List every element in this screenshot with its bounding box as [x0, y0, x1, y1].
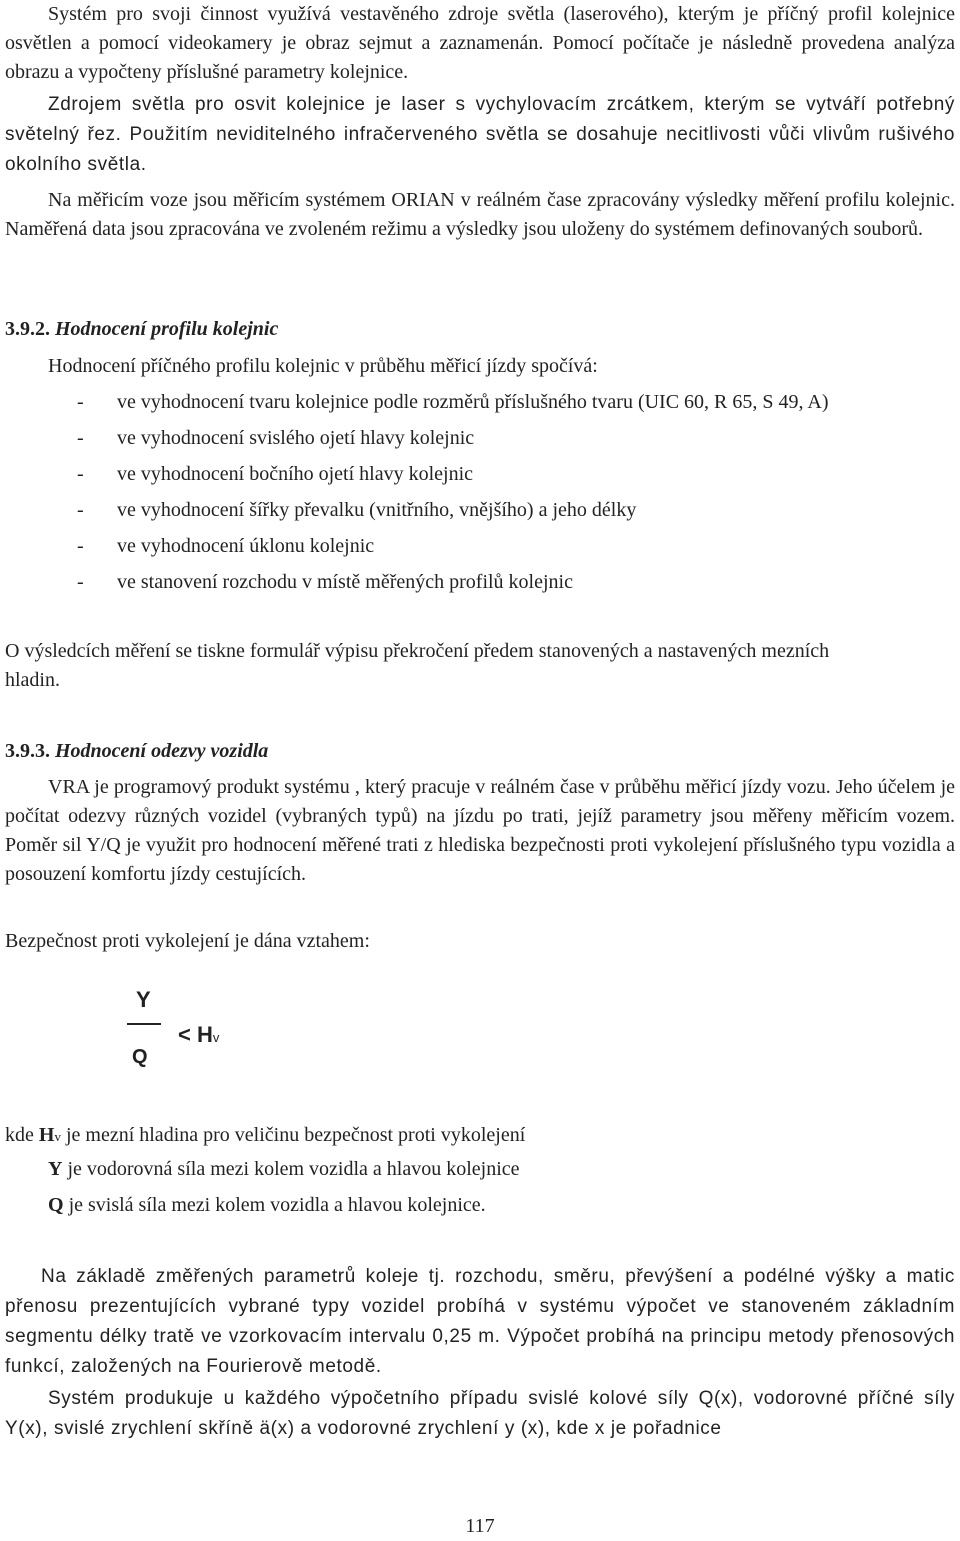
- list-item: - ve vyhodnocení tvaru kolejnice podle rozměrů příslušného tvaru (UIC 60, R 65, S 49, A): [77, 391, 829, 413]
- formula-relation: < Hv: [178, 1022, 220, 1047]
- paragraph-calculation: Na základě změřených parametrů koleje tj. rozchodu, směru, převýšení a podélné výšky a matic přenosu prezentujících vybrané typy vozidel probíhá v systému výpočet ve stanoveném základním segmentu délky tratě ve vzorkovacím intervalu 0,25 m. Výpočet probíhá na principu metody přenosových funkcí, založených na Fourierově metodě.: [5, 1266, 955, 1377]
- list-item: - ve vyhodnocení šířky převalku (vnitřního, vnějšího) a jeho délky: [77, 499, 637, 521]
- section-number: 3.9.3.: [5, 740, 50, 762]
- paragraph-orian: Na měřicím voze jsou měřicím systémem ORIAN v reálném čase zpracovány výsledky měření profilu kolejnic. Naměřená data jsou zpracována ve zvoleném režimu a výsledky jsou uloženy do systémem definovaných souborů.: [5, 189, 955, 240]
- section-number: 3.9.2.: [5, 318, 50, 340]
- fraction-bar: [127, 1023, 161, 1025]
- section-intro: Hodnocení příčného profilu kolejnic v průběhu měřicí jízdy spočívá:: [48, 355, 598, 377]
- formula-denominator: Q: [132, 1046, 148, 1068]
- list-item: - ve vyhodnocení bočního ojetí hlavy kolejnic: [77, 463, 474, 485]
- section-outro: O výsledcích měření se tiskne formulář výpisu překročení předem stanovených a nastavených mezních hladin.: [5, 640, 830, 691]
- definition-hv: kde Hv je mezní hladina pro veličinu bezpečnost proti vykolejení: [5, 1124, 526, 1146]
- safety-intro: Bezpečnost proti vykolejení je dána vztahem:: [5, 930, 370, 952]
- definition-y: Y je vodorovná síla mezi kolem vozidla a hlavou kolejnice: [48, 1158, 520, 1180]
- definition-q: Q je svislá síla mezi kolem vozidla a hlavou kolejnice.: [48, 1194, 486, 1216]
- formula-numerator: Y: [136, 987, 151, 1012]
- list-item: - ve stanovení rozchodu v místě měřených profilů kolejnic: [77, 571, 573, 593]
- paragraph-vra: VRA je programový produkt systému , který pracuje v reálném čase v průběhu měřicí jízdy vozu. Jeho účelem je počítat odezvy různých vozidel (vybraných typů) na jízdu po trati, jejíž parametry jsou měřeny měřicím vozem. Poměr sil Y/Q je využit pro hodnocení měřené trati z hlediska bezpečnosti proti vykolejení příslušného typu vozidla a posouzení komfortu jízdy cestujících.: [5, 776, 955, 885]
- section-heading-392: [5, 315, 278, 344]
- page-number: 117: [465, 1515, 495, 1537]
- evaluation-list: [5, 388, 955, 604]
- section-heading-393: [5, 737, 268, 766]
- section-title: Hodnocení profilu kolejnic: [55, 318, 279, 340]
- section-title: Hodnocení odezvy vozidla: [55, 740, 269, 762]
- list-item: - ve vyhodnocení úklonu kolejnic: [77, 535, 375, 557]
- paragraph-light-source: Systém pro svoji činnost využívá vestavěného zdroje světla (laserového), kterým je příčný profil kolejnice osvětlen a pomocí videokamery je obraz sejmut a zaznamenán. Pomocí počítače je následně provedena analýza obrazu a vypočteny příslušné parametry kolejnice.: [5, 3, 955, 83]
- paragraph-forces: Systém produkuje u každého výpočetního případu svislé kolové síly Q(x), vodorovné příčné síly Y(x), svislé zrychlení skříně ä(x) a vodorovné zrychlení y (x), kde x je pořadnice: [5, 1388, 955, 1439]
- list-item: - ve vyhodnocení svislého ojetí hlavy kolejnic: [77, 427, 475, 449]
- derailment-formula: [120, 985, 260, 1085]
- paragraph-laser: Zdrojem světla pro osvit kolejnice je laser s vychylovacím zrcátkem, kterým se vytváří potřebný světelný řez. Použitím neviditelného infračerveného světla se dosahuje necitlivosti vůči vlivům rušivého okolního světla.: [5, 94, 955, 175]
